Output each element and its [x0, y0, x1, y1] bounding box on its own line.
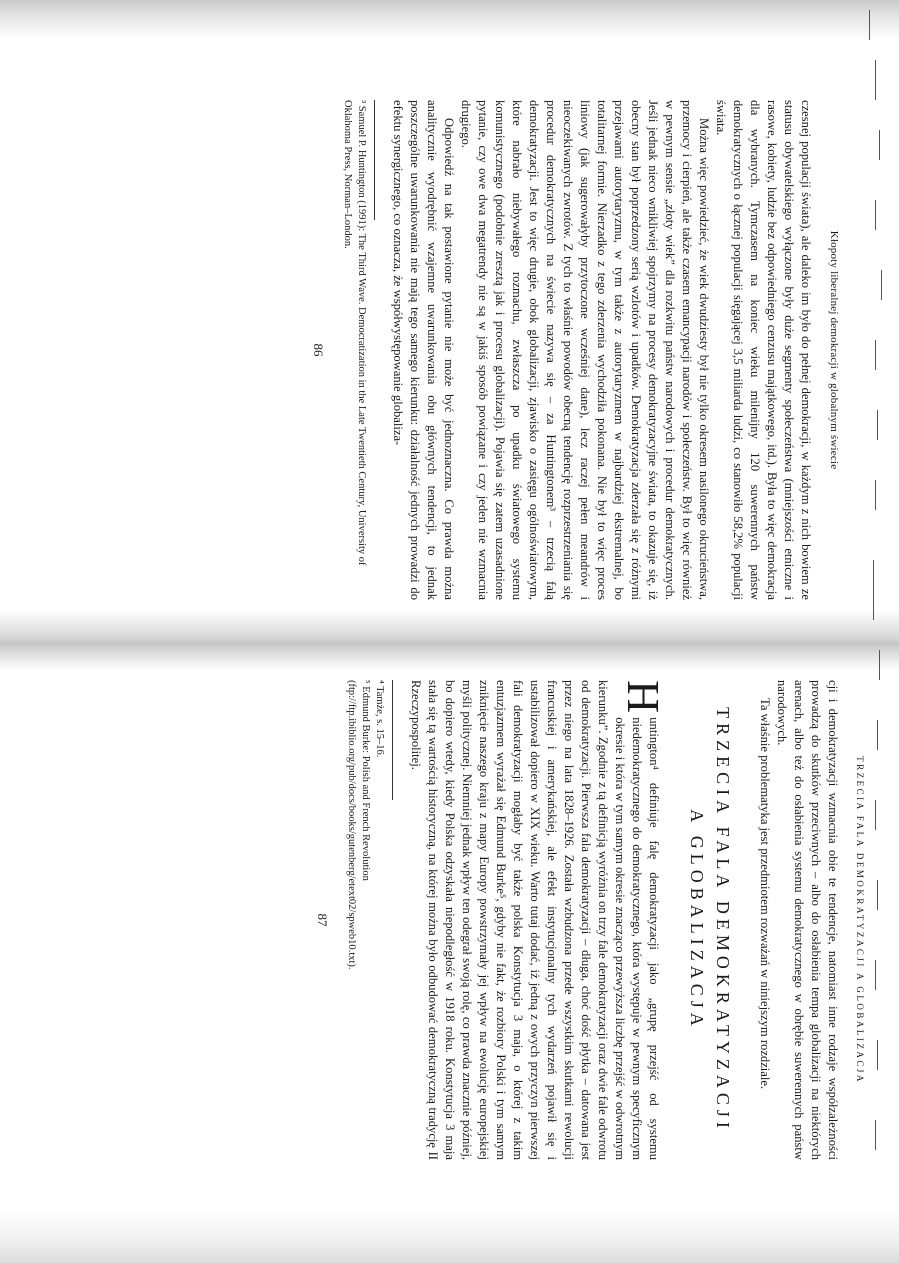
body-paragraph: Ta właśnie problematyka jest przedmiotem rozważań w niniejszym rozdziale. [758, 698, 772, 1090]
footnote: ⁴ Tamże, s. 15–16. [374, 680, 385, 758]
page-number: 87 [315, 913, 330, 927]
chapter-title-line: TRZECIA FALA DEMOKRATYZACJI [713, 707, 733, 1133]
scan-shadow-bottom [0, 1210, 899, 1263]
book-gutter-shadow [0, 610, 899, 670]
book-page-86 [120, 100, 840, 600]
footnote-rule [392, 680, 393, 800]
chapter-title [684, 680, 736, 1160]
page-number: 86 [311, 343, 326, 357]
body-paragraph [407, 680, 669, 1160]
body-paragraph: cji i demokratyzacji wzmacnia obie te tendencje, natomiast inne rodzaje współzależności prowadzą do skutków przeciwnych – albo do osłabienia tempa globalizacji na niektórych arenach, albo też do osłabienia systemu demokratycznego w obrębie suwerennych państw narodowych. [775, 680, 840, 1160]
drop-cap: H [618, 680, 669, 714]
book-page-87 [105, 680, 865, 1160]
footnote: ⁵ Edmund Burke: Polish and French Revolution (ftp://ftp.ibiblio.org/pub/docs/books/gutenberg/etext02/spweb10.txt). [346, 680, 371, 970]
body-paragraph: Można więc powiedzieć, że wiek dwudziesty był nie tylko okresem nasilonego okrucieństwa, przemocy i cierpień, ale także czasem emancypacji narodów i społeczeństw. Był to więc również w pewnym sensie „złoty wiek” dla rozkwitu państw narodowych i procedur demokratycznych. Jeśli jednak nieco wnikliwiej spojrzymy na procesy demokratyzacyjne świata, to okazuje się, iż obecny stan był poprzedzony serią wzlotów i upadków. Demokratyzacja zderzała się z różnymi przejawami autorytaryzmu, w tym także z autorytaryzmem w najbardziej ekstremalnej, bo totalitarnej formie. Nierzadko z tego zderzenia wychodziła pokonana. Nie był to więc proces liniowy (jak sugerowałyby przytoczone wcześniej dane), lecz raczej pełen meandrów i nieoczekiwanych zwrotów. Z tych to właśnie powodów obecną tendencję rozprzestrzeniania się procedur demokratycznych na świecie nazywa się – za Huntingtonem³ – trzecią falą demokratyzacji. Jest to więc drugie, obok globalizacji, zjawisko o zasięgu ogólnoświatowym, które nabrało niebywałego rozmachu, zwłaszcza po upadku światowego systemu komunistycznego (podobnie zresztą jak i procesu globalizacji). Pojawia się zatem uzasadnione pytanie, czy owe dwa megatrendy nie są w jakiś sposób powiązane i czy jeden nie wzmacnia drugiego. [459, 100, 711, 600]
footnote-rule [374, 100, 375, 220]
chapter-title-line: A GLOBALIZACJA [687, 809, 707, 1031]
body-paragraph: czesnej populacji świata), ale daleko im było do pełnej demokracji, w każdym z nich bowiem ze statusu obywatelskiego wyłączone były duże segmenty społeczeństwa (mniejszości etniczne i rasowe, kobiety, ludzie bez odpowiedniego cenzusu majątkowego, itd.). Była to więc demokracja dla wybranych. Tymczasem na koniec wieku milenijny 120 suwerennych państw demokratycznych o łącznej populacji sięgającej 3,5 miliarda ludzi, co stanowiło 58,2% populacji świata. [714, 100, 813, 600]
body-paragraph: Odpowiedź na tak postawione pytanie nie może być jednoznaczna. Co prawda można analitycznie wyodrębnić wzajemne uwarunkowania obu głównych tendencji, to jednak poszczególne uwarunkowania nie mają tego samego kierunku: działalność jednych prowadzi do efektu synergicznego, co oznacza, że współwystępowanie globaliza- [391, 100, 456, 600]
scan-shadow-top [0, 0, 899, 40]
running-head: TRZECIA FALA DEMOKRATYZACJI A GLOBALIZACJA [855, 756, 865, 1084]
body-text: untington⁴ definiuje falę demokratyzacji jako „grupę przejść od systemu niedemokratycznego do demokratycznego, która występuje w pewnym specyficznym okresie i która w tym samym okresie znacząco przewyższa liczbę przejść w odwrotnym kierunku”. Zgodnie z tą definicją wyróżnia on trzy fale demokratyzacji oraz dwie fale odwrotu od demokratyzacji. Pierwsza fala demokratyzacji – długa, choć dość płytka – datowana jest przez niego na lata 1828–1926. Została wzbudzona przede wszystkim skutkami rewolucji francuskiej i amerykańskiej, ale efekt instytucjonalny tych wydarzeń pojawił się i ustabilizował dopiero w XIX wieku. Warto tutaj dodać, iż jedną z owych przyczyn pierwszej fali demokratyzacji mogłaby być także polska Konstytucja 3 maja, o której z takim entuzjazmem wyrażał się Edmund Burke⁵, gdyby nie fakt, że rozbiory Polski i tym samym zniknięcie naszego kraju z mapy Europy powstrzymały jej wpływ na ewolucję europejskiej myśli politycznej. Niemniej jednak wpływ ten odegrał swoją rolę, co prawda znacznie później, bo dopiero wtedy, kiedy Polska odzyskała niepodległość w 1918 roku. Konstytucja 3 maja stała się tą wartością historyczną, na której można było odbudować demokratyczną tradycję II Rzeczypospolitej. [409, 680, 661, 1160]
page-edge-marks [865, 0, 891, 1263]
running-head: Kłopoty liberalnej demokracji w globalnym świecie [828, 230, 840, 470]
footnote: ³ Samuel P. Huntington (1991): The Third Wave. Democratization in the Late Twentieth Century, University of Oklahoma Press, Norman–London. [342, 100, 367, 566]
